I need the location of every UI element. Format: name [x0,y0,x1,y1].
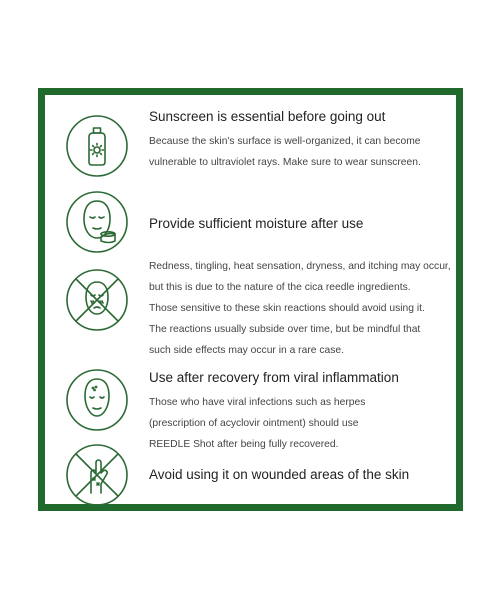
sunscreen-title: Sunscreen is essential before going out [149,109,386,124]
viral-title: Use after recovery from viral inflammation [149,370,399,385]
face-with-herpes-icon [65,368,129,432]
irritated-face-crossed-icon [65,268,129,332]
side-effects-text-line: The reactions usually subside over time, but be mindful that [149,324,421,335]
sunscreen-text-line: vulnerable to ultraviolet rays. Make sure to wear sunscreen. [149,157,421,168]
sunscreen-text-line: Because the skin's surface is well-organized, it can become [149,136,421,147]
viral-text [149,392,365,455]
sunscreen-bottle-icon [65,114,129,178]
face-mask-moisturizer-icon [65,190,129,254]
viral-text-line: (prescription of acyclovir ointment) should use [149,418,359,429]
wounded-title: Avoid using it on wounded areas of the skin [149,467,410,482]
side-effects-text-line: Redness, tingling, heat sensation, dryness, and itching may occur, [149,261,451,272]
sunscreen-text [149,131,421,173]
side-effects-text-line: Those sensitive to these skin reactions should avoid using it. [149,303,425,314]
side-effects-text-line: such side effects may occur in a rare case. [149,345,344,356]
side-effects-text [149,256,451,361]
side-effects-text-line: but this is due to the nature of the cica reedle ingredients. [149,282,411,293]
precautions-panel [38,88,463,511]
viral-text-line: REEDLE Shot after being fully recovered. [149,439,339,450]
wounded-hand-crossed-icon [65,443,129,507]
viral-text-line: Those who have viral infections such as herpes [149,397,366,408]
moisture-title: Provide sufficient moisture after use [149,216,364,231]
